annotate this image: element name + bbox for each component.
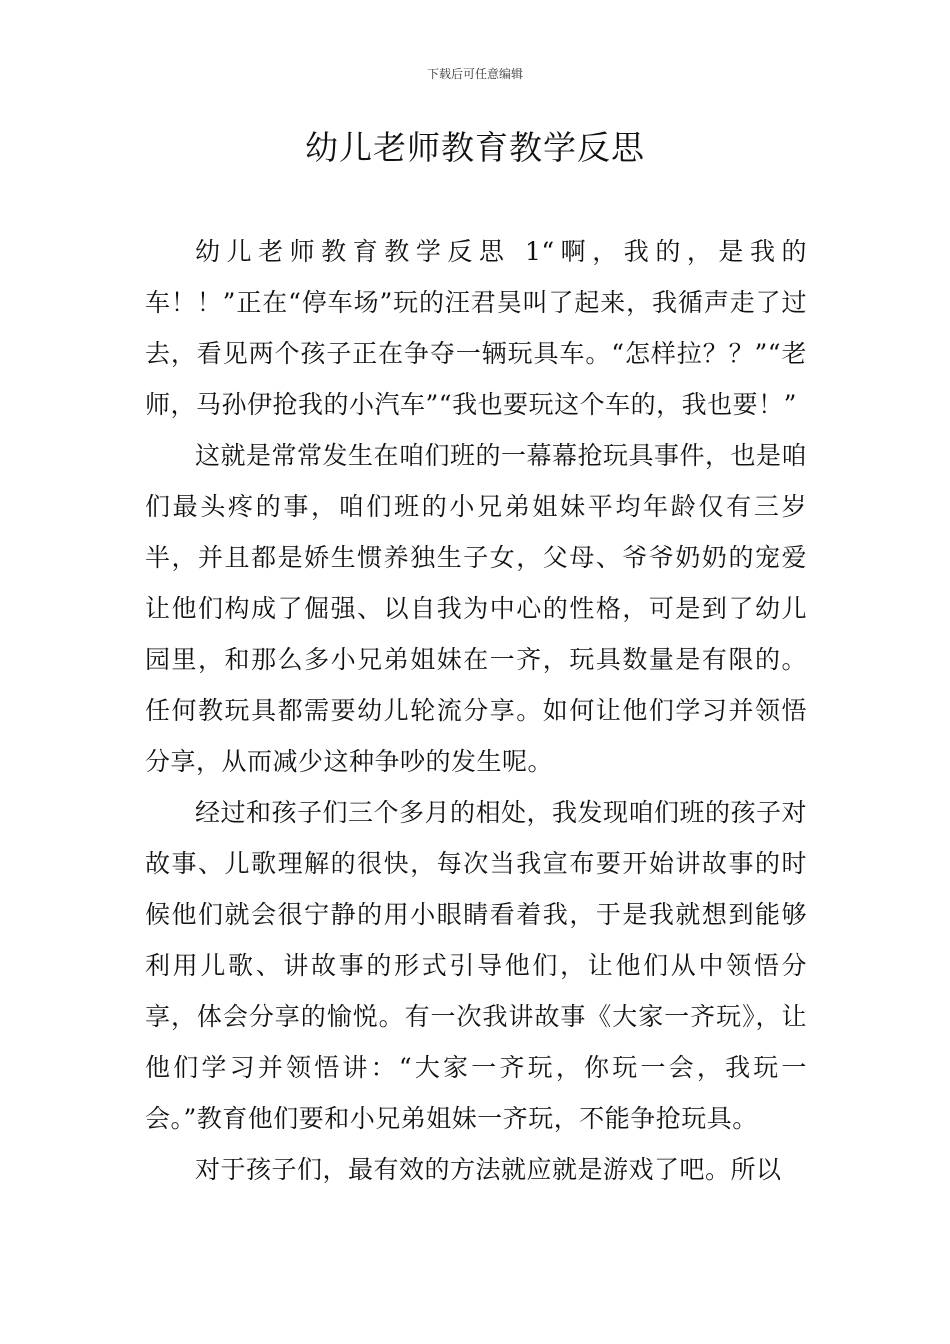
document-body [145,226,807,1195]
paragraph: 这就是常常发生在咱们班的一幕幕抢玩具事件，也是咱们最头疼的事，咱们班的小兄弟姐妹平均年龄仅有三岁半，并且都是娇生惯养独生子女，父母、爷爷奶奶的宠爱让他们构成了倔强、以自我为中心的性格，可是到了幼儿园里，和那么多小兄弟姐妹在一齐，玩具数量是有限的。任何教玩具都需要幼儿轮流分享。如何让他们学习并领悟分享，从而减少这种争吵的发生呢。 [145,441,808,776]
header-note: 下载后可任意编辑 [426,67,523,81]
paragraph: 经过和孩子们三个多月的相处，我发现咱们班的孩子对故事、儿歌理解的很快，每次当我宣布要开始讲故事的时候他们就会很宁静的用小眼睛看着我，于是我就想到能够利用儿歌、讲故事的形式引导他们，让他们从中领悟分享，体会分享的愉悦。有一次我讲故事《大家一齐玩》，让他们学习并领悟讲：“大家一齐玩，你玩一会，我玩一会。”教育他们要和小兄弟姐妹一齐玩，不能争抢玩具。 [145,798,808,1133]
paragraph: 幼儿老师教育教学反思 1“啊，我的，是我的车！！”正在“停车场”玩的汪君昊叫了起来，我循声走了过去，看见两个孩子正在争夺一辆玩具车。“怎样拉？？”“老师，马孙伊抢我的小汽车”“我也要玩这个车的，我也要！” [145,237,807,419]
document-title: 幼儿老师教育教学反思 [305,128,645,167]
paragraph: 对于孩子们，最有效的方法就应就是游戏了吧。所以 [195,1155,782,1184]
